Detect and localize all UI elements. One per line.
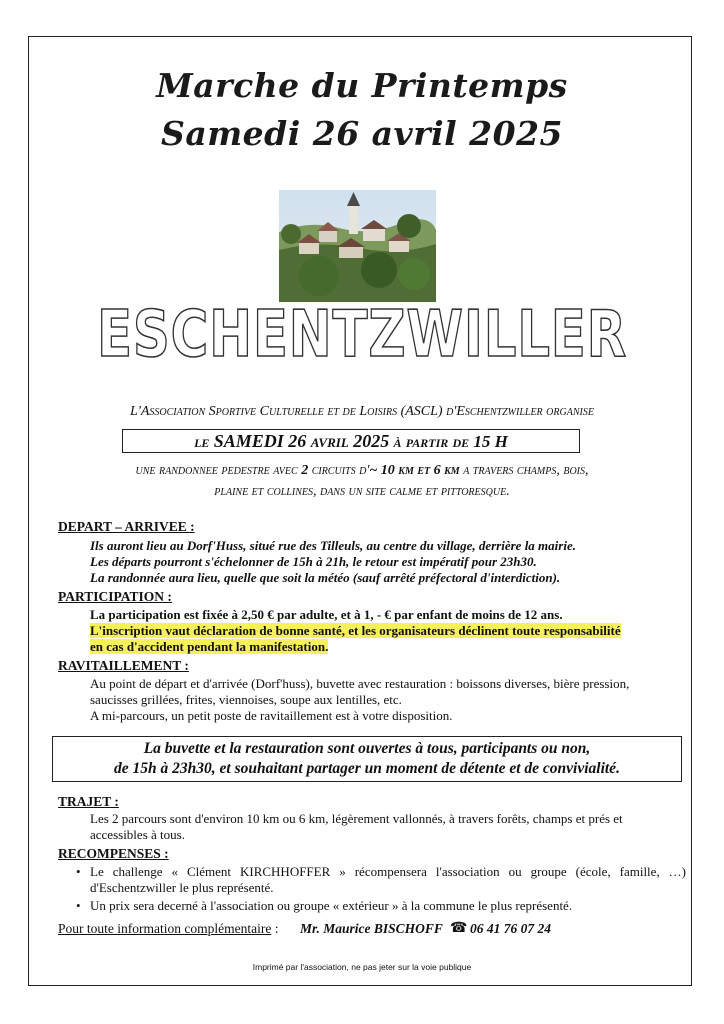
contact-name: Mr. Maurice BISCHOFF <box>300 921 443 936</box>
list-item <box>76 864 686 896</box>
desc-part-a: une randonnee pedestre avec <box>135 463 302 478</box>
description-line-1 <box>30 463 694 479</box>
highlight-text-1: L'inscription vaut déclaration de bonne santé, et les organisateurs déclinent toute responsabilité <box>90 623 621 638</box>
depart-line-2: Les départs pourront s'échelonner de 15h à 21h, le retour est impératif pour 23h30. <box>90 554 537 569</box>
desc-part-e: a travers champs, bois, <box>459 463 589 478</box>
buvette-line-1: La buvette et la restauration sont ouvertes à tous, participants ou non, <box>143 740 591 757</box>
village-photo <box>279 190 436 302</box>
title-line-2: Samedi 26 avril 2025 <box>161 114 563 153</box>
organiser-line: L'Association Sportive Culturelle et de Loisirs (ASCL) d'Eschentzwiller organise <box>130 404 594 419</box>
heading-depart: DEPART – ARRIVEE : <box>58 519 195 534</box>
highlight-text-2: en cas d'accident pendant la manifestation. <box>90 639 329 654</box>
contact-separator: : <box>271 921 279 936</box>
heading-participation: PARTICIPATION : <box>58 589 172 604</box>
contact-phone: 06 41 76 07 24 <box>470 921 551 936</box>
participation-line-1: La participation est fixée à 2,50 € par adulte, et à 1, - € par enfant de moins de 12 ans. <box>90 607 563 622</box>
event-date-box <box>122 429 580 453</box>
list-item <box>76 898 686 914</box>
title-line-1: Marche du Printemps <box>156 66 568 105</box>
depart-line-3: La randonnée aura lieu, quelle que soit la météo (sauf arrêté préfectoral d'interdiction). <box>90 570 561 585</box>
contact-label: Pour toute information complémentaire <box>58 921 272 936</box>
heading-trajet: TRAJET : <box>58 794 119 809</box>
date-suffix: à partir de 15 H <box>389 432 508 451</box>
ravitaillement-line-3: A mi-parcours, un petit poste de ravitaillement est à votre disposition. <box>90 708 453 723</box>
ravitaillement-line-1: Au point de départ et d'arrivée (Dorf'huss), buvette avec restauration : boissons diverses, bière pression, <box>90 676 630 691</box>
heading-ravitaillement: RAVITAILLEMENT : <box>58 658 189 673</box>
bullet-icon: • <box>76 898 81 913</box>
desc-part-d: ~ 10 km et 6 km <box>369 463 460 478</box>
recompense-text-1: Le challenge « Clément KIRCHHOFFER » récompensera l'association ou groupe (école, famille, …) d'Eschentzwiller le plus représenté. <box>90 864 686 895</box>
date-main: SAMEDI 26 avril 2025 <box>213 431 390 451</box>
heading-recompenses: RECOMPENSES : <box>58 846 169 861</box>
recompense-text-2: Un prix sera decerné à l'association ou groupe « extérieur » à la commune le plus représenté. <box>90 898 573 913</box>
date-prefix: le <box>194 432 214 451</box>
ravitaillement-line-2: saucisses grillées, frites, viennoises, soupe aux lentilles, etc. <box>90 692 402 707</box>
trajet-line-1: Les 2 parcours sont d'environ 10 km ou 6 km, légèrement vallonnés, à travers forêts, champs et prés et <box>90 811 623 826</box>
contact-line <box>58 921 678 937</box>
desc-part-b: 2 <box>301 463 309 478</box>
bullet-icon: • <box>76 864 81 879</box>
page-frame <box>28 36 692 986</box>
participation-highlight-2 <box>90 639 690 655</box>
village-name-text: ESCHENTZWILLER <box>97 298 627 372</box>
trajet-line-2: accessibles à tous. <box>90 827 185 842</box>
depart-line-1: Ils auront lieu au Dorf'Huss, situé rue des Tilleuls, au centre du village, derrière la mairie. <box>90 538 576 553</box>
village-name <box>0 298 724 372</box>
footer-note: Imprimé par l'association, ne pas jeter sur la voie publique <box>252 962 472 972</box>
participation-highlight-1 <box>90 623 690 639</box>
buvette-line-2: de 15h à 23h30, et souhaitant partager un moment de détente et de convivialité. <box>114 760 620 777</box>
recompenses-list <box>76 864 686 916</box>
telephone-icon: ☎ <box>450 921 468 936</box>
desc-part-c: circuits d' <box>308 463 370 478</box>
description-line-2: plaine et collines, dans un site calme et pittoresque. <box>214 484 510 499</box>
buvette-box <box>52 736 682 782</box>
